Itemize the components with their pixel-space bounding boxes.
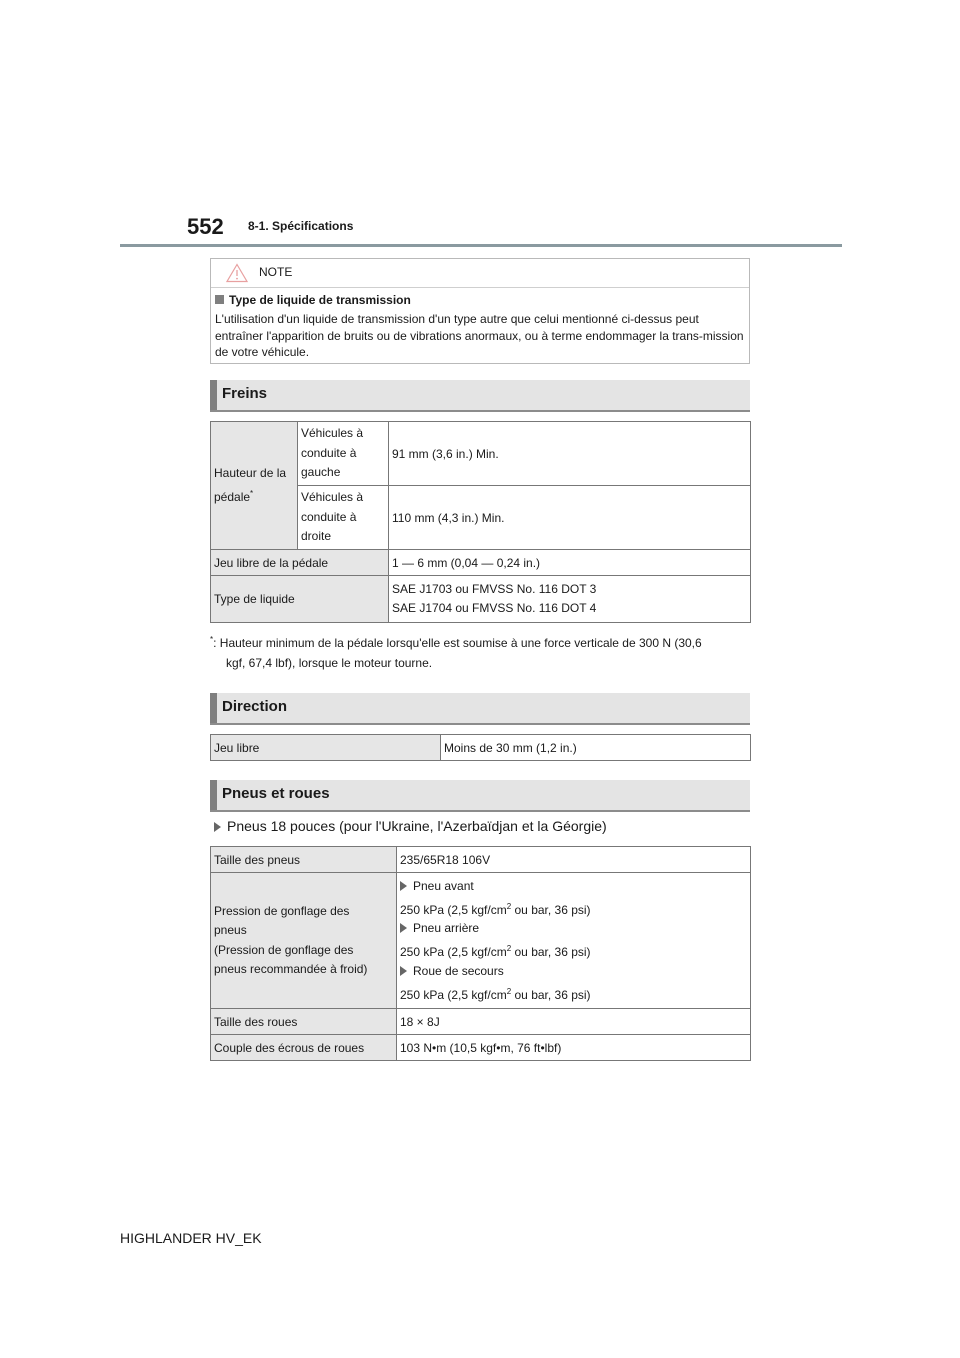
section-bar-steering	[210, 693, 750, 725]
section-bar-accent	[210, 380, 217, 410]
front-tire-head: Pneu avant	[400, 878, 750, 894]
arrow-bullet-icon	[400, 881, 407, 891]
nut-torque-value: 103 N•m (10,5 kgf•m, 76 ft•lbf)	[397, 1035, 751, 1061]
steering-free-play-label: Jeu libre	[211, 735, 441, 761]
steering-free-play-value: Moins de 30 mm (1,2 in.)	[441, 735, 751, 761]
brakes-footnote: *: Hauteur minimum de la pédale lorsqu'elle est soumise à une force verticale de 300 N (30,6 kgf, 67,4 lbf), lorsque le moteur tourne.	[210, 635, 702, 670]
section-bar-accent	[210, 693, 217, 723]
nut-torque-label: Couple des écrous de roues	[211, 1035, 397, 1061]
steering-table	[210, 734, 751, 761]
wheel-size-label: Taille des roues	[211, 1009, 397, 1035]
section-bar-tires	[210, 780, 750, 812]
note-header	[211, 259, 749, 288]
section-title-brakes: Freins	[222, 385, 268, 402]
pedal-free-play-label: Jeu libre de la pédale	[211, 550, 389, 576]
left-drive-label: Véhicules à conduite à gauche	[298, 422, 389, 486]
brakes-table	[210, 421, 751, 623]
header-rule	[120, 244, 842, 247]
note-subtitle-text: Type de liquide de transmission	[229, 293, 411, 307]
tires-table	[210, 846, 751, 1061]
page-number: 552	[187, 214, 224, 239]
tire-size-value: 235/65R18 106V	[397, 847, 751, 873]
section-title: 8-1. Spécifications	[248, 219, 354, 233]
fluid-type-value: SAE J1703 ou FMVSS No. 116 DOT 3 SAE J1704 ou FMVSS No. 116 DOT 4	[389, 576, 751, 623]
section-title-steering: Direction	[222, 698, 288, 715]
tire-size-label: Taille des pneus	[211, 847, 397, 873]
warning-triangle-icon	[226, 263, 248, 283]
section-title-tires: Pneus et roues	[222, 785, 330, 802]
front-tire-value: 250 kPa (2,5 kgf/$cm^2$ ou bar, 36 psi)	[400, 901, 591, 917]
table-row	[211, 1035, 751, 1061]
spare-tire-value: 250 kPa (2,5 kgf/$cm^2$ ou bar, 36 psi)	[400, 986, 591, 1002]
table-row	[211, 873, 751, 1009]
footnote-mark: *	[250, 488, 254, 498]
table-row	[211, 1009, 751, 1035]
model-footer: HIGHLANDER HV_EK	[120, 1230, 262, 1246]
table-row	[211, 550, 751, 576]
arrow-bullet-icon	[400, 923, 407, 933]
arrow-bullet-icon	[214, 822, 221, 832]
rear-tire-value: 250 kPa (2,5 kgf/$cm^2$ ou bar, 36 psi)	[400, 944, 591, 960]
left-drive-value: 91 mm (3,6 in.) Min.	[389, 422, 751, 486]
table-row	[211, 735, 751, 761]
section-bar-brakes	[210, 380, 750, 412]
rear-tire-head: Pneu arrière	[400, 920, 750, 936]
table-row	[211, 422, 751, 486]
pedal-free-play-value: 1 — 6 mm (0,04 — 0,24 in.)	[389, 550, 751, 576]
note-box	[210, 258, 750, 364]
tires-intro: Pneus 18 pouces (pour l'Ukraine, l'Azerbaïdjan et la Géorgie)	[214, 818, 607, 834]
tire-pressure-value	[397, 873, 751, 1009]
note-body: L'utilisation d'un liquide de transmission d'un type autre que celui mentionné ci-dessus peut entraîner l'apparition de bruits ou de vibrations anormaux, ou à terme endommager la trans-mission de votre véhicule.	[215, 312, 744, 359]
arrow-bullet-icon	[400, 966, 407, 976]
square-bullet-icon	[215, 295, 224, 304]
section-bar-accent	[210, 780, 217, 810]
fluid-type-label: Type de liquide	[211, 576, 389, 623]
table-row	[211, 576, 751, 623]
note-label: NOTE	[259, 265, 293, 279]
right-drive-label: Véhicules à conduite à droite	[298, 486, 389, 550]
tire-pressure-label: Pression de gonflage des pneus (Pression de gonflage des pneus recommandée à froid)	[211, 873, 397, 1009]
note-subtitle	[215, 293, 411, 307]
pedal-height-label: Hauteur de la pédale*	[211, 422, 298, 550]
table-row	[211, 847, 751, 873]
footnote-mark: *	[210, 635, 214, 644]
wheel-size-value: 18 × 8J	[397, 1009, 751, 1035]
spare-tire-head: Roue de secours	[400, 963, 750, 979]
right-drive-value: 110 mm (4,3 in.) Min.	[389, 486, 751, 550]
